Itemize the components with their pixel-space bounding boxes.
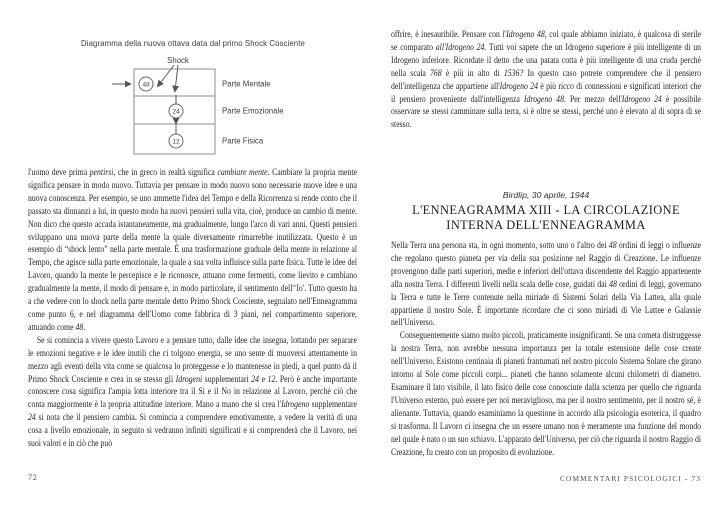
paragraph: l'uomo deve prima pentirsi, che in greco in realtà significa cambiare mente. Cambiare la propria mente significa pensare in modo nuovo. Tuttavia per pensare in modo nuovo sono necessarie nuove idee e una nuova conoscenza. Per esempio, se uno ammette l'idea del Tempo e della Ricorrenza si rende conto che il passato sta dinnanzi a lui, in questo modo ha nuovi pensieri sulla vita, cioè, produce un cambio di mente. Non dico che questo accada istantaneamente, ma gradualmente, lungo l'arco di vari anni. Questi pensieri sviluppano una nuova parte della mente la quale diversamente rimarrebbe inutilizzata. Questo è un esempio di “shock lento” nella parte mentale. È una trasformazione graduale della mente in relazione al Tempo, che agisce sulla parte emozionale, la quale a sua volta influisce sulla parte fisica. Tutte le idee del Lavoro, quando la mente le percepisce e le riconosce, attuano come fermenti, come lievito e cambiano gradualmente la mente, il modo di pensare e, in modo particolare, il sentimento dell'‘Io'. Tutto questo ha a che vedere con lo shock nella parte mentale detto Primo Shock Cosciente, segnalato nell'Enneagramma come punto 6, e nel diagramma dell'Uomo come fabbrica di 3 piani, nel compartimento superiore, attuando come 48.	[28, 167, 357, 333]
shock-octave-diagram	[28, 50, 358, 162]
shock-label: Shock	[167, 56, 189, 65]
running-footer-right: COMMENTARI PSICOLOGICI - 73	[560, 474, 701, 483]
node-12-value: 12	[172, 138, 180, 146]
paragraph: Conseguentemente siamo molto piccoli, praticamente insignificanti. Se una cometa distruggesse la nostra Terra, non avrebbe nessuna importanza per la totale estensione delle cose create nell'Universo. Esistono centinaia di pianeti frantumati nel nostro piccolo Sistema Solare che girano intorno al Sole come piccoli corpi... pianeti che hanno solamente alcuni chilometri di diametro. Esaminare il lato visibile, il lato fisico delle cose conosciute dalla scienza per quello che riguarda l'Universo esterno, può essere per noi meraviglioso, ma per il nostro sentimento, per il nostro sé, è alienante. Tuttavia, quando esaminiamo la questione in accordo alla psicologia esoterica, il quadro si trasforma. Il Lavoro ci insegna che un essere umano non è meramente una funzione del mondo nel quale è nato o un suo schiavo. L'apparato dell'Universo, per ciò che riguarda il nostro Raggio di Creazione, fu creato con un proposito di evoluzione.	[391, 330, 701, 458]
diagram-title: Diagramma della nuova ottava data dal primo Shock Cosciente	[81, 39, 305, 48]
right-page-intro	[391, 29, 701, 132]
shock-arrow-left	[158, 65, 174, 86]
chapter-title-line2: INTERNA DELL'ENNEAGRAMMA	[446, 218, 646, 233]
chapter-title-line1: L'ENNEAGRAMMA XIII - LA CIRCOLAZIONE	[412, 203, 680, 217]
label-parte-mentale: Parte Mentale	[222, 79, 271, 89]
chapter-title	[391, 203, 701, 234]
paragraph: offrire, è inesauribile. Pensare con l'Idrogeno 48, col quale abbiamo iniziato, è qualcosa di sterile se comparato all'Idrogeno 24. Tutti voi sapete che un Idrogeno superiore è più intelligente di un Idrogeno inferiore. Ricordate il detto che una patata cotta è più intelligente di una cruda perché nella scala 768 è più in alto di 1536? In questo caso potrete comprendere che il pensiero dell'intelligenza che appartiene all'Idrogeno 24 è più ricco di connessioni e significati interiori che il pensiero proveniente dall'intelligenza Idrogeno 48. Per mezzo dell'Idrogeno 24 è possibile osservare se stessi camminare sulla terra, si è oltre se stessi, perché uno è elevato al di sopra di se stesso.	[391, 29, 702, 131]
right-intro-text	[391, 29, 701, 132]
node-48-value: 48	[142, 81, 150, 89]
right-page-body	[391, 240, 701, 459]
node-24-value: 24	[172, 108, 180, 116]
left-page-body	[28, 167, 357, 451]
paragraph: Se si comincia a vivere questo Lavoro e a pensare tutto, dalle idee che insegna, lottando per separare le emozioni negative e le idee inutili che ci tolgono energia, se uno sente di muoversi attentamente in mezzo agli eventi della vita come se qualcosa lo proteggesse e lo mantenesse in piedi, a quel punto dà il Primo Shock Cosciente e crea in se stesso gli Idrogeni supplementari 24 e 12. Però è anche importante conoscere cosa significa l'ampia lotta interiore tra il Sì e il No in relazione al Lavoro, perché ciò che conta maggiormente è la propria attitudine interiore. Mano a mano che si crea l'Idrogeno supplementare 24 si nota che il pensiero cambia. Si comincia a comprendere emotivamente, a vedere la verità di una cosa a livello emozionale, in seguito si vedranno infiniti significati e si comprenderà che il Lavoro, nei suoi valori e in ciò che può	[28, 334, 357, 450]
left-body-text	[28, 167, 357, 451]
page-number-left: 72	[28, 473, 38, 482]
chapter-dateline: Birdlip, 30 aprile, 1944	[502, 190, 590, 200]
label-parte-emozionale: Parte Emozionale	[222, 106, 284, 116]
label-parte-fisica: Parte Fisica	[222, 136, 264, 146]
paragraph: Nella Terra una persona sta, in ogni momento, sotto uno o l'altro dei 48 ordini di leggi o influenze che regolano questo pianeta per via della sua posizione nel Raggio di Creazione. Le influenze provengono dalle parti superiori, medie e inferiori dell'ottava discendente del Raggio appartenente alla nostra Terra. I differenti livelli nella scala delle cose, guidati dai 48 ordini di leggi, governano la Terra e tutte le Terre contenute nella miriade di Sistemi Solari della Via Lattea, alla quale appartiene il nostro Sole. È importante ricordare che ci sono miriadi di Vie Lattee e Galassie nell'Universo.	[391, 240, 701, 329]
right-body-text	[391, 240, 701, 459]
